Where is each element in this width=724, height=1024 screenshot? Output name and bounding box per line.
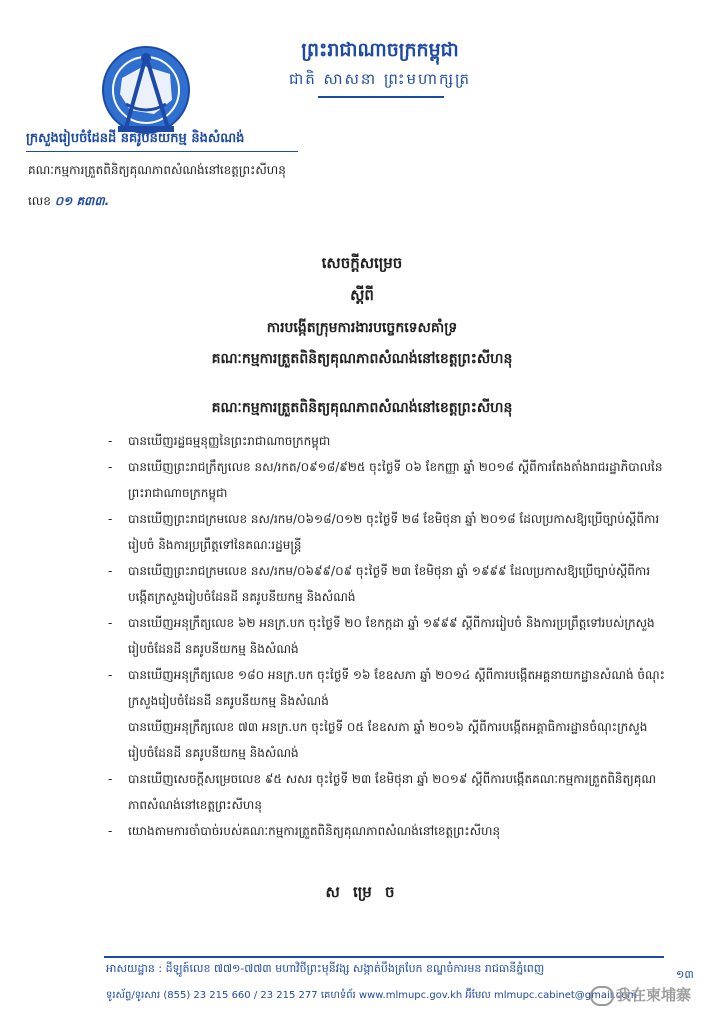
- decision-word: ស ម្រេ ច: [325, 883, 399, 901]
- decision-heading: សេចក្តីសម្រេច: [321, 254, 403, 272]
- clause-text: យោងតាមការចាំបាច់របស់គណៈកម្មការត្រួតពិនិត្យគុណភាពសំណង់នៅខេត្តព្រះសីហនុ: [128, 824, 501, 838]
- clause-list: [108, 428, 668, 844]
- clause-item: - បានឃើញរដ្ឋធម្មនុញ្ញនៃព្រះរាជាណាចក្រកម្ពុជា: [108, 434, 331, 448]
- footer-address: អាសយដ្ឋាន : ដីឡូត៍លេខ ៧៧១-៧៧៣ មហាវិថីព្រះមុនីវង្ស សង្កាត់បឹងត្របែក ខណ្ឌចំការមន រាជធានីភ្នំពេញ: [106, 962, 545, 975]
- document-number: [28, 193, 288, 211]
- kingdom-title: ព្រះរាជាណាចក្រកម្ពុជា: [301, 39, 459, 61]
- ministry-name: ក្រសួងរៀបចំដែនដី នគរូបនីយកម្ម និងសំណង់: [26, 131, 245, 146]
- watermark: [590, 982, 722, 1012]
- ministry-logo: [96, 44, 196, 140]
- watermark-text: 我在柬埔寨: [616, 986, 692, 1004]
- document-number-label: លេខ: [28, 194, 51, 208]
- footer-contact: ទូរស័ព្ទ/ទូរសារ (855) 23 215 660 / 23 215 277 គេហទំព័រ www.mlmupc.gov.kh អ៊ីមែល mlmupc.cabinet@gmail.com: [106, 990, 638, 1001]
- clause-text: បានឃើញព្រះរាជក្រមលេខ នស/រកម/០៦១៨/០១២ ចុះថ្ងៃទី ២៨ ខែមិថុនា ឆ្នាំ ២០១៨ ដែលប្រកាសឱ្យប្រើច្បាប់ស្តីពីការរៀបចំ និងការប្រព្រឹត្តទៅនៃគណៈរដ្ឋមន្ត្រី: [128, 512, 660, 552]
- clause-item: [108, 714, 668, 766]
- clause-text: បានឃើញអនុក្រឹត្យលេខ ៦២ អនក្រ.បក ចុះថ្ងៃទី ២០ ខែកក្កដា ឆ្នាំ ១៩៩៩ ស្តីពីការរៀបចំ និងការប្រព្រឹត្តទៅរបស់ក្រសួងរៀបចំដែនដី នគរូបនីយកម្ម និងសំណង់: [128, 616, 655, 656]
- issuer-heading: គណៈកម្មការត្រួតពិនិត្យគុណភាពសំណង់នៅខេត្តព្រះសីហនុ: [211, 400, 513, 416]
- ministry-divider: [26, 151, 298, 152]
- clause-text: បានឃើញអនុក្រឹត្យលេខ ៧៣ អនក្រ.បក ចុះថ្ងៃទី ០៥ ខែឧសភា ឆ្នាំ ២០១៦ ស្តីពីការបង្កើតអគ្គាធិការដ្ឋានចំណុះក្រសួងរៀបចំដែនដី នគរូបនីយកម្ម និងសំណង់: [128, 720, 648, 760]
- clause-text: បានឃើញព្រះរាជក្រឹត្យលេខ នស/រកត/០៩១៨/៩២៥ ចុះថ្ងៃទី ០៦ ខែកញ្ញា ឆ្នាំ ២០១៨ ស្តីពីការតែងតាំងរាជរដ្ឋាភិបាលនៃព្រះរាជាណាចក្រកម្ពុជា: [128, 460, 663, 500]
- national-motto: ជាតិ សាសនា ព្រះមហាក្សត្រ: [288, 70, 472, 88]
- clause-text: បានឃើញរដ្ឋធម្មនុញ្ញនៃព្រះរាជាណាចក្រកម្ពុជា: [128, 434, 331, 448]
- document-number-value: ០១ គ៣៣.: [54, 194, 110, 208]
- chat-bubble-icon: [590, 986, 614, 1006]
- clause-item: - បានឃើញព្រះរាជក្រឹត្យលេខ នស/រកត/០៩១៨/៩២៥ ចុះថ្ងៃទី ០៦ ខែកញ្ញា ឆ្នាំ ២០១៨ ស្តីពីការតែងតាំងរាជរដ្ឋាភិបាលនៃព្រះរាជាណាចក្រកម្ពុជា: [108, 460, 663, 500]
- clause-text: បានឃើញអនុក្រឹត្យលេខ ១៨០ អនក្រ.បក ចុះថ្ងៃទី ១៦ ខែឧសភា ឆ្នាំ ២០១៤ ស្តីពីការបង្កើតអគ្គនាយកដ្ឋានសំណង់ ចំណុះក្រសួងរៀបចំដែនដី នគរូបនីយកម្ម និងសំណង់: [128, 668, 665, 708]
- clause-item: - បានឃើញព្រះរាជក្រមលេខ នស/រកម/០៦៩៩/០៩ ចុះថ្ងៃទី ២៣ ខែមិថុនា ឆ្នាំ ១៩៩៩ ដែលប្រកាសឱ្យប្រើច្បាប់ស្តីពីការបង្កើតក្រសួងរៀបចំដែនដី នគរូបនីយកម្ម និងសំណង់: [108, 564, 651, 604]
- committee-heading: គណៈកម្មការត្រួតពិនិត្យគុណភាពសំណង់នៅខេត្តព្រះសីហនុ: [211, 351, 513, 367]
- clause-item: - បានឃើញអនុក្រឹត្យលេខ ១៨០ អនក្រ.បក ចុះថ្ងៃទី ១៦ ខែឧសភា ឆ្នាំ ២០១៤ ស្តីពីការបង្កើតអគ្គនាយកដ្ឋានសំណង់ ចំណុះក្រសួងរៀបចំដែនដី នគរូបនីយកម្ម និងសំណង់: [108, 668, 665, 708]
- committee-name: គណៈកម្មការត្រួតពិនិត្យគុណភាពសំណង់នៅខេត្តព្រះសីហនុ: [28, 163, 286, 177]
- clause-item: - យោងតាមការចាំបាច់របស់គណៈកម្មការត្រួតពិនិត្យគុណភាពសំណង់នៅខេត្តព្រះសីហនុ: [108, 824, 501, 838]
- clause-item: - បានឃើញព្រះរាជក្រមលេខ នស/រកម/០៦១៨/០១២ ចុះថ្ងៃទី ២៨ ខែមិថុនា ឆ្នាំ ២០១៨ ដែលប្រកាសឱ្យប្រើច្បាប់ស្តីពីការរៀបចំ និងការប្រព្រឹត្តទៅនៃគណៈរដ្ឋមន្ត្រី: [108, 512, 660, 552]
- footer-divider: [104, 956, 664, 958]
- page-number: ១៣: [676, 968, 694, 981]
- about-heading: ស្តីពី: [350, 286, 374, 304]
- clause-item: - បានឃើញសេចក្តីសម្រេចលេខ ៩៥ សសរ ចុះថ្ងៃទី ២៣ ខែមិថុនា ឆ្នាំ ២០១៩ ស្តីពីការបង្កើតគណៈកម្មការត្រួតពិនិត្យគុណភាពសំណង់នៅខេត្តព្រះសីហនុ: [108, 772, 657, 812]
- clause-text: បានឃើញសេចក្តីសម្រេចលេខ ៩៥ សសរ ចុះថ្ងៃទី ២៣ ខែមិថុនា ឆ្នាំ ២០១៩ ស្តីពីការបង្កើតគណៈកម្មការត្រួតពិនិត្យគុណភាពសំណង់នៅខេត្តព្រះសីហនុ: [128, 772, 657, 812]
- clause-text: បានឃើញព្រះរាជក្រមលេខ នស/រកម/០៦៩៩/០៩ ចុះថ្ងៃទី ២៣ ខែមិថុនា ឆ្នាំ ១៩៩៩ ដែលប្រកាសឱ្យប្រើច្បាប់ស្តីពីការបង្កើតក្រសួងរៀបចំដែនដី នគរូបនីយកម្ម និងសំណង់: [128, 564, 651, 604]
- subject-heading: ការបង្កើតក្រុមការងារបច្ចេកទេសគាំទ្រ: [266, 320, 458, 336]
- motto-divider: [318, 96, 444, 98]
- clause-item: - បានឃើញអនុក្រឹត្យលេខ ៦២ អនក្រ.បក ចុះថ្ងៃទី ២០ ខែកក្កដា ឆ្នាំ ១៩៩៩ ស្តីពីការរៀបចំ និងការប្រព្រឹត្តទៅរបស់ក្រសួងរៀបចំដែនដី នគរូបនីយកម្ម និងសំណង់: [108, 616, 655, 656]
